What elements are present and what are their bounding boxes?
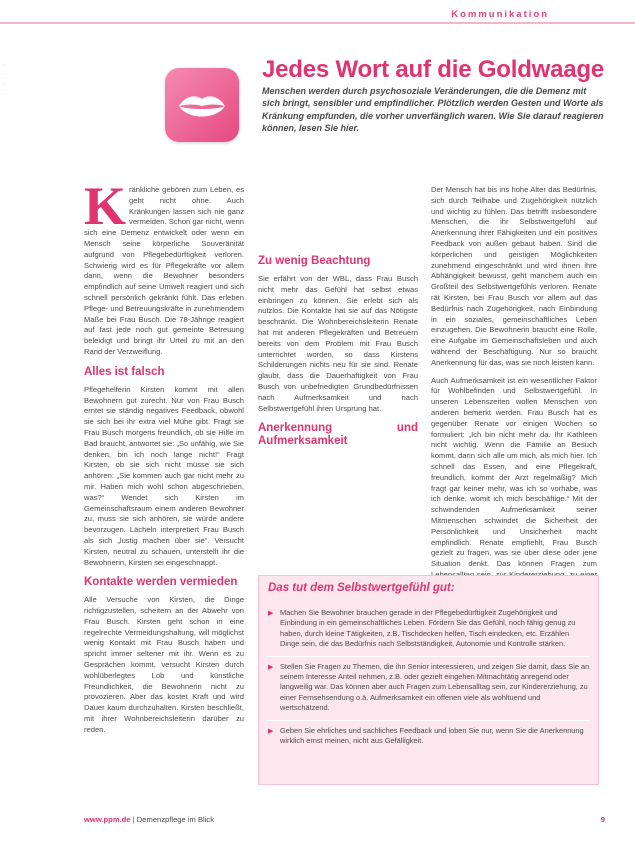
- column-3: [431, 185, 597, 598]
- article-title: Jedes Wort auf die Goldwaage: [262, 56, 605, 83]
- tip-text: Machen Sie Bewohner brauchen gerade in der Pflegebedürftigkeit Zugehörigkeit und Einbindung in ein gemeinschaftliches Leben. Fördern Sie das Gefühl, noch fähig genug zu haben, durch kleine Tätigkeiten, z.B. Tischdecken helfen, Tisch eindecken, etc. Erzählen Dinge sein, die das Bedürfnis nach Selbstständigkeit, Autonomie und Kontrolle stärken.: [280, 608, 576, 649]
- column-2: [258, 185, 418, 454]
- paragraph-4: Sie erfährt von der WBL, dass Frau Busch nicht mehr das Gefühl hat selbst etwas einbringen zu können. Sie erlebt sich als nutzlos. Die Kontakte hat sie auf das Nötigste beschränkt. Die Wohnbereichsleiterin Renate hat mit anderen Pflegekräften und Betreuern bereits von dem Problem mit Frau Busch unterrichtet worden, so dass Kirstens Schilderungen nichts neu für sie sind. Renate glaubt, dass die Dauerhaftigkeit von Frau Busch von unbefriedigten Grundbedürfnissen nach Aufmerksamkeit und nach Selbstwertgefühl ihren Ursprung hat.: [258, 274, 418, 413]
- margin-marks: · · · ·: [3, 62, 5, 98]
- tip-item: [268, 720, 590, 753]
- triangle-bullet-icon: ▶: [268, 663, 274, 671]
- paragraph-3: Alle Versuche von Kirsten, die Dinge richtigzustellen, scheitern an der Abwehr von Frau Busch. Kirsten geht schon in eine regelrechte Vermeidungshaltung, will möglichst wenig Kontakt mit Frau Busch haben und spricht immer seltener mit ihr. Wenn es zu Gesprächen kommt, versucht Kirsten durch wohlüberlegtes Lob und künstliche Freundlichkeit, die Bewohnerin nicht zu provozieren. Aber das kostet Kraft und wird Dauer kaum durchzuhalten. Kirsten beschließt, mit ihrer Wohnbereichsleiterin darüber zu reden.: [84, 595, 244, 734]
- triangle-bullet-icon: ▶: [268, 610, 274, 617]
- tip-box-title: Das tut dem Selbstwertgefühl gut:: [268, 582, 455, 594]
- drop-cap: K: [84, 176, 127, 236]
- footer: [84, 815, 214, 824]
- heading-beachtung: Zu wenig Beachtung: [258, 255, 371, 267]
- column-1: [84, 176, 244, 743]
- tip-text: Geben Sie ehrliches und sachliches Feedback und loben Sie nur, wenn Sie die Anerkennung wirklich ernst meinen, nicht aus Gefälligkeit.: [280, 725, 584, 746]
- tip-item: [268, 656, 590, 720]
- tip-box: [258, 575, 599, 785]
- paragraph-2: Pflegehelferin Kirsten kommt mit allen Bewohnern gut zurecht. Nur von Frau Busch erntet sie ständig negatives Feedback, obwohl sie sich bei ihr extra viel Mühe gibt. Fragt sie Frau Busch morgens freundlich, ob sie Hilfe im Bad braucht, antwortet sie: „So unfähig, wie Sie denken, bin ich noch lange nicht!“ Fragt Kirsten, ob sie sich nicht müsse sie sich anhören: „Sie kommen auch gar nicht mehr zu mir. Haben mich wohl schon abgeschrieben, was?“ Wendet sich Kirsten im Gemeinschaftsraum einem anderen Bewohner zu, muss sie sich anhören, sie würde andere bevorzugen. Lächeln interpretiert Frau Busch als sich „lustig machen über sie“. Versucht Kirsten, neutral zu schauen, unterstellt ihr die Bewohnerin, Kirsten sei eingeschnappt.: [84, 384, 244, 567]
- lips-icon: [165, 68, 239, 142]
- triangle-bullet-icon: ▶: [268, 727, 274, 735]
- article-intro: Menschen werden durch psychosoziale Veränderungen, die die Demenz mit sich bringt, sensibler und empfindlicher. Plötzlich werden Gesten und Worte als Kränkung empfunden, die vorher unverfänglich waren. Wie Sie darauf reagieren können, lesen Sie hier.: [262, 86, 604, 134]
- tip-list: [268, 603, 590, 752]
- footer-text: Demenzpflege im Blick: [136, 815, 215, 824]
- footer-website[interactable]: www.ppm.de: [84, 815, 131, 824]
- paragraph-1: [84, 176, 244, 358]
- tip-item: [268, 603, 590, 656]
- paragraph-5: Der Mensch hat bis ins hohe Alter das Bedürfnis, sich durch Teilhabe und Zugehörigkeit nützlich und wichtig zu fühlen. Das betrifft insbesondere Menschen, die ihr Selbstwertgefühl auf Anerkennung ihrer Fähigkeiten und ein positives Feedback von außen gebaut haben. Sind die körperlichen und geistigen Möglichkeiten zunehmend eingeschränkt und wird ihnen ihre Abhängigkeit bewusst, geht manchem auch ein Großteil des Selbstwertgefühls verloren. Renate rät Kirsten, bei Frau Busch vor allem auf das Bedürfnis nach Zugehörigkeit, nach Einbindung in ein soziales, gemeinschaftliches Leben einzugehen. Die Bewohnerin braucht eine Rolle, eine Aufgabe im Gemeinschaftsleben und auch während der Beschäftigung. Nur so braucht Anerkennung für das, was sie noch leisten kann.: [431, 185, 597, 367]
- tip-text: Stellen Sie Fragen zu Themen, die ihn Senior interessieren, und zeigen Sie damit, dass Sie an seinem Interesse Anteil nehmen, z.B. oder gezielt eingehen Mitmachtätig anregend oder langweilig war. Das können aber auch Fragen zum Lebensalltag sein, zur Kindererziehung, zu einer Fernsehsendung o.ä. Aufmerksamkeit ein offenen viele als wohltuend und wertschätzend.: [280, 661, 590, 713]
- page-number: 9: [600, 815, 605, 824]
- section-label: Kommunikation: [451, 9, 549, 20]
- paragraph-1-text: ränkliche gebören zum Leben, es geht nicht ohne. Auch Kränkungen lassen sich nie ganz vermeiden. Schon gar nicht, wenn sich eine Demenz entwickelt oder wenn ein Mensch seine körperliche Souveränität aufgrund von Pflegebedürftigkeit verloren. Schwierig wird es für Pflegekräfte vor allem dann, wenn die Bewohner besonders empfindlich auf seine Umwelt reagiert und sich schnell persönlich gekränkt fühlt. Das erleben Pflege- und Betreuungskräfte in zunehmendem Maße bei Frau Busch. Die 78-Jährige reagiert auf fast jede noch gut gemeinte Betreuung beleidigt und bringt ihr Urteil zu mit an den Rand der Verzweiflung.: [84, 185, 244, 356]
- header-rule: [0, 22, 635, 24]
- paragraph-6: Auch Aufmerksamkeit ist ein wesentlicher Faktor für Wohlbefinden und Selbstwertgefühl. In unseren Lebenszeiten wollen Menschen von anderen bemerkt werden. Frau Busch hat es gegenüber Renate vor einigen Wochen so formuliert: „Ich bin nicht mehr da. Ihr Kathleen nicht wichtig. Wenn die Familie an Besuch kommt, dann sich alle um mich, als mich hier. Ich schnell das Essen, and eine Pflegekraft, freundlich, kommt der Arzt regelmäßig? Mich fragt gar keiner mehr, was ich so vorhabe, was ich denke, womit ich mich beschäftige.“ Mit der schwindenden Aufmerksamkeit seiner Mitmenschen schwindet die Sicherheit der Persönlichkeit und Unsicherheit macht empfindlich. Renate empfiehlt, Frau Busch gezielt zu fragen, was sie über diese oder jene Situation denkt. Das können Fragen zum: [431, 375, 597, 569]
- heading-alles-falsch: Alles ist falsch: [84, 365, 165, 378]
- heading-anerkennung: Anerkennung und Aufmerksamkeit: [258, 422, 418, 448]
- footer-separator: |: [132, 815, 137, 824]
- heading-kontakte: Kontakte werden vermieden: [84, 576, 238, 589]
